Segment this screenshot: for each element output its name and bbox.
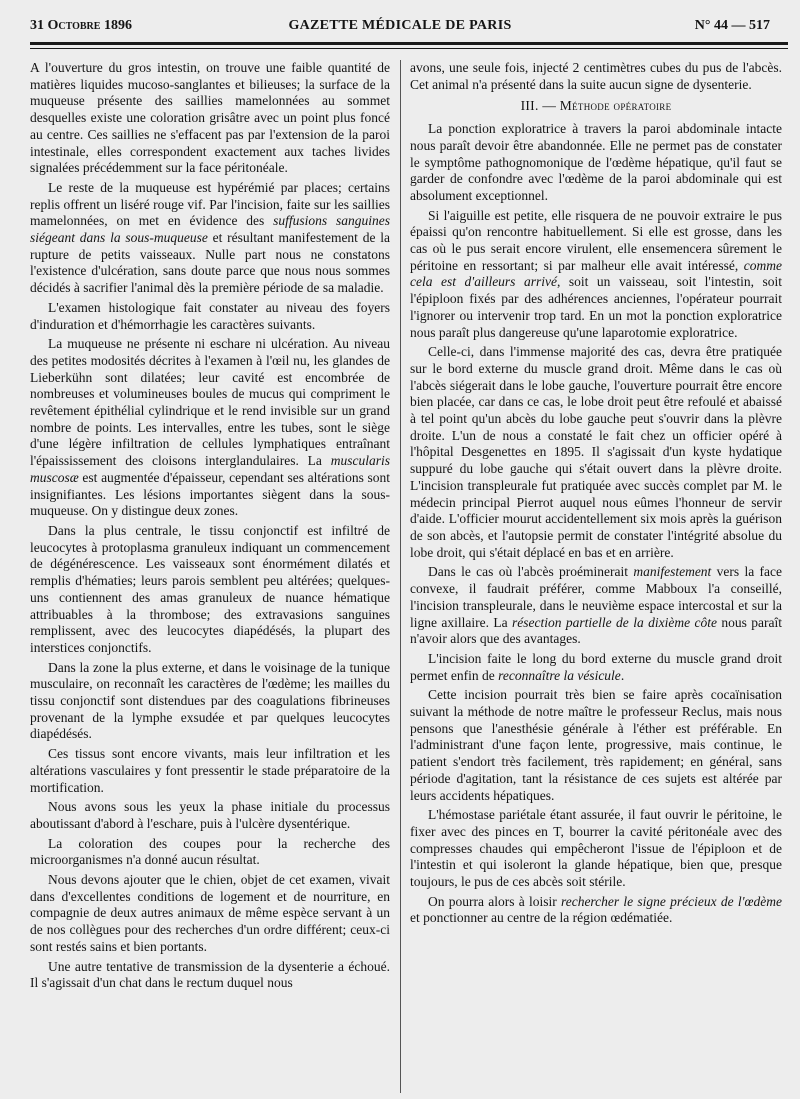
header-issue-page: N° 44 — 517 xyxy=(694,18,770,33)
header-date: 31 Octobre 1896 xyxy=(30,18,132,33)
paragraph: Nous devons ajouter que le chien, objet de cet examen, vivait dans d'excellentes conditions de logement et de nourriture, en compagnie de deux autres animaux de même espèce servant à un de nos collègues pour des recherches d'un ordre différent; ceux-ci sont restés sains et bien portants. xyxy=(30,872,390,954)
paragraph: L'hémostase pariétale étant assurée, il faut ouvrir le péritoine, le fixer avec des pinces en T, bourrer la cavité péritonéale avec des compresses chaudes qui empêcheront l'issue de l'épiploon et de l'intestin et qui isoleront la glande hépatique, bien que, presque toujours, le pus de ces abcès soit stérile. xyxy=(410,807,782,890)
header-journal-title: GAZETTE MÉDICALE DE PARIS xyxy=(288,18,512,33)
paragraph: Une autre tentative de transmission de la dysenterie a échoué. Il s'agissait d'un chat dans le rectum duquel nous xyxy=(30,958,390,991)
paragraph: Dans la plus centrale, le tissu conjonctif est infiltré de leucocytes à protoplasma granuleux indiquant un commencement de dégénérescence. Les vaisseaux sont énormément dilatés et remplis d'hématies; leurs parois semblent peu altérées; quelques-uns contiennent des amas granuleux de nuance hématique attribuables à la thrombose; des extravasions sanguines remplissent, avec des leucocytes diapédésés, la plupart des interstices conjonctifs. xyxy=(30,522,390,655)
paragraph: A l'ouverture du gros intestin, on trouve une faible quantité de matières liquides mucoso-sanglantes et bilieuses; la surface de la muqueuse présente des saillies mamelonnées au sommet desquelles existe une coloration grisâtre avec un point plus foncé au centre. Ces saillies ne s'effacent pas par l'extension de la paroi intestinale, elles correspondent exactement aux taches livides signalées précédemment sur la face péritonéale. xyxy=(30,60,390,176)
paragraph: Cette incision pourrait très bien se faire après cocaïnisation suivant la méthode de notre maître le professeur Reclus, mais nous pensons que l'anesthésie générale à l'éther est préférable. En l'administrant d'une façon lente, progressive, mais continue, le patient s'endort très facilement, très rapidement; en général, sans période d'agitation, tant la résistance de ces sujets est altérée par leurs accidents hépatiques. xyxy=(410,687,782,803)
paragraph: La ponction exploratrice à travers la paroi abdominale intacte nous paraît devoir être abandonnée. Elle ne permet pas de constater le symptôme pathognomonique de l'œdème hépatique, qu'il faut se garder de confondre avec l'œdème de la paroi abdominale qui est absolument exceptionnel. xyxy=(410,121,782,203)
paragraph: La muqueuse ne présente ni eschare ni ulcération. Au niveau des petites modosités décrites à l'examen à l'œil nu, les glandes de Lieberkühn sont dilatées; leur cavité est encombrée de nombreuses et volumineuses boules de mucus qui compriment le revêtement épithélial cylindrique et le rend invisible sur un grand nombre de points. Les intervalles, entre les tubes, sont le siège d'une légère infiltration de cellules lymphatiques entraînant l'épaississement des cloisons interglandulaires. La muscularis muscosæ est augmentée d'épaisseur, cependant ses altérations sont insignifiantes. Les lésions importantes siègent dans la sous-muqueuse. On y distingue deux zones. xyxy=(30,336,390,519)
paragraph: On pourra alors à loisir rechercher le signe précieux de l'œdème et ponctionner au centre de la région œdématiée. xyxy=(410,893,782,926)
right-column xyxy=(410,60,782,1093)
paragraph: Celle-ci, dans l'immense majorité des cas, devra être pratiquée sur le bord externe du muscle grand droit. Même dans le cas où l'abcès siégerait dans le lobe gauche, l'ouverture pourrait être encore bien placée, car dans ce cas, le lobe droit peut être refoulé et abaissé à tel point qu'un abcès du lobe gauche peut s'ouvrir dans la plèvre droite. L'un de nous a constaté le fait chez un officier opéré à l'hôpital Desgenettes en 1895. Il s'agissait d'un kyste hydatique suppuré du lobe gauche qui s'était ouvert dans la plèvre droite. L'incision transpleurale fut pratiquée avec succès complet par M. le médecin principal Pierrot auquel nous eûmes l'honneur de servir d'aide. L'officier mourut accidentellement six mois après la guérison de son abcès, et l'autopsie permit de constater l'intégrité absolue du lobe droit, qui s'était déplacé en bas et en arrière. xyxy=(410,344,782,560)
paragraph: Dans le cas où l'abcès proéminerait manifestement vers la face convexe, il faudrait préférer, comme Mabboux l'a conseillé, l'incision transpleurale, dans le neuvième espace intercostal et sur la ligne axillaire. La résection partielle de la dixième côte nous paraît n'avoir alors que des avantages. xyxy=(410,564,782,647)
paragraph: Ces tissus sont encore vivants, mais leur infiltration et les altérations vasculaires y font pressentir le stade préparatoire de la mortification. xyxy=(30,746,390,795)
left-column xyxy=(30,60,390,1093)
paragraph: Nous avons sous les yeux la phase initiale du processus aboutissant d'abord à l'eschare, puis à l'ulcère dysentérique. xyxy=(30,799,390,831)
paragraph: avons, une seule fois, injecté 2 centimètres cubes du pus de l'abcès. Cet animal n'a présenté dans la suite aucun signe de dysenterie. xyxy=(410,60,782,92)
paragraph: Dans la zone la plus externe, et dans le voisinage de la tunique musculaire, on reconnaît les caractères de l'œdème; les mailles du tissu conjonctif sont distendues par des coagulations fibrineuses provenant de la lymphe exsudée et par quelques leucocytes diapédésés. xyxy=(30,659,390,742)
column-divider xyxy=(400,60,401,1093)
paragraph: La coloration des coupes pour la recherche des microorganismes n'a donné aucun résultat. xyxy=(30,835,390,868)
paragraph: Le reste de la muqueuse est hypérémié par places; certains replis offrent un liséré rouge vif. Par l'incision, faite sur les saillies mamelonnées, on met en évidence des suffusions sanguines siégeant dans la sous-muqueuse et résultant manifestement de la rupture de petits vaisseaux. Nulle part nous ne constatons l'existence d'ulcération, sans doute parce que nous nous sommes décidés à sacrifier l'animal dès la première période de sa maladie. xyxy=(30,179,390,296)
header-rule-thin xyxy=(30,48,788,49)
section-title: III. — Méthode opératoire xyxy=(520,98,672,114)
header-rule-thick xyxy=(30,42,788,45)
paragraph: L'incision faite le long du bord externe du muscle grand droit permet enfin de reconnaître la vésicule. xyxy=(410,650,782,683)
page-header xyxy=(30,18,770,38)
paragraph: L'examen histologique fait constater au niveau des foyers d'induration et d'hémorrhagie les caractères suivants. xyxy=(30,299,390,332)
paragraph: Si l'aiguille est petite, elle risquera de ne pouvoir extraire le pus épaissi qu'on rencontre habituellement. Si elle est grosse, dans les cas où le pus serait encore virulent, elle ensemencera sûrement le péritoine en ressortant; si par malheur elle avait intéressé, comme cela est d'ailleurs arrivé, soit un vaisseau, soit l'intestin, soit l'épiploon fixés par des adhérences anciennes, l'opérateur pourrait l'ignorer ou intervenir trop tard. En un mot la ponction exploratrice nous paraît plus dangereuse qu'une laparotomie exploratrice. xyxy=(410,207,782,340)
